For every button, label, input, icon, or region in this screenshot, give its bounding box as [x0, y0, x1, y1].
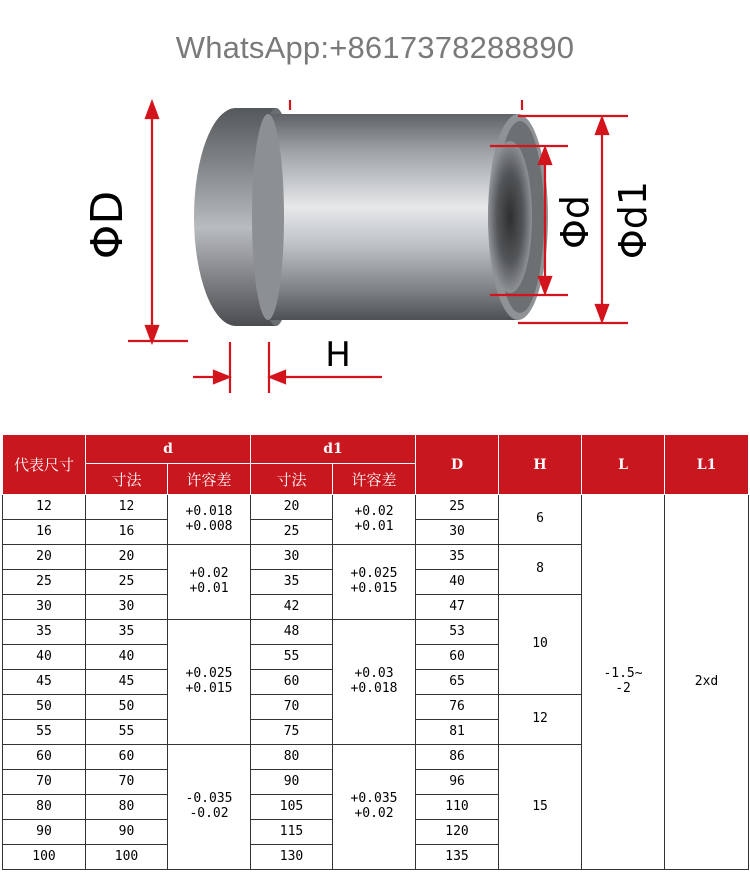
cell-d-size: 80 — [86, 795, 168, 820]
cell-d1-size: 30 — [251, 545, 333, 570]
cell-code: 20 — [3, 545, 86, 570]
cell-code: 90 — [3, 820, 86, 845]
cell-d-size: 35 — [86, 620, 168, 645]
cell-code: 45 — [3, 670, 86, 695]
cell-d1-tolerance: +0.03 +0.018 — [333, 620, 416, 745]
cell-D: 47 — [416, 595, 499, 620]
label-phi-d1: Φd1 — [611, 180, 655, 260]
cell-d1-tolerance: +0.035 +0.02 — [333, 745, 416, 870]
cell-d-size: 16 — [86, 520, 168, 545]
cell-d1-size: 105 — [251, 795, 333, 820]
cell-d1-size: 20 — [251, 495, 333, 520]
cell-D: 40 — [416, 570, 499, 595]
cell-code: 35 — [3, 620, 86, 645]
cell-H: 10 — [499, 595, 582, 695]
cell-d1-size: 48 — [251, 620, 333, 645]
cell-d1-size: 70 — [251, 695, 333, 720]
cell-d-tolerance: +0.025 +0.015 — [168, 620, 251, 745]
cell-d-size: 100 — [86, 845, 168, 870]
cell-H: 12 — [499, 695, 582, 745]
header-d-tolerance: 许容差 — [168, 464, 251, 495]
cell-D: 76 — [416, 695, 499, 720]
cell-d-tolerance: +0.02 +0.01 — [168, 545, 251, 620]
cell-D: 120 — [416, 820, 499, 845]
cell-d1-size: 25 — [251, 520, 333, 545]
spec-table — [2, 434, 749, 870]
header-d: d — [86, 435, 251, 464]
cell-code: 40 — [3, 645, 86, 670]
cell-d-size: 60 — [86, 745, 168, 770]
cell-D: 25 — [416, 495, 499, 520]
header-D: D — [416, 435, 499, 495]
cell-D: 86 — [416, 745, 499, 770]
cell-d1-size: 75 — [251, 720, 333, 745]
cell-d-size: 90 — [86, 820, 168, 845]
bushing-diagram — [0, 80, 750, 400]
label-H: H — [325, 335, 351, 375]
cell-d-size: 70 — [86, 770, 168, 795]
header-d1-tolerance: 许容差 — [333, 464, 416, 495]
header-d-size: 寸法 — [86, 464, 168, 495]
cell-code: 60 — [3, 745, 86, 770]
cell-d1-size: 35 — [251, 570, 333, 595]
cell-d-size: 45 — [86, 670, 168, 695]
cell-d1-size: 90 — [251, 770, 333, 795]
header-code: 代表尺寸 — [3, 435, 86, 495]
cell-d-size: 50 — [86, 695, 168, 720]
cell-L: -1.5~ -2 — [582, 495, 665, 870]
label-phi-D: ΦD — [82, 190, 133, 260]
cell-code: 30 — [3, 595, 86, 620]
cell-H: 15 — [499, 745, 582, 870]
cell-D: 96 — [416, 770, 499, 795]
cell-code: 100 — [3, 845, 86, 870]
cell-d-tolerance: +0.018 +0.008 — [168, 495, 251, 545]
cell-d1-size: 60 — [251, 670, 333, 695]
cell-d1-size: 115 — [251, 820, 333, 845]
cell-d-tolerance: -0.035 -0.02 — [168, 745, 251, 870]
cell-d-size: 25 — [86, 570, 168, 595]
cell-d1-size: 80 — [251, 745, 333, 770]
cell-d-size: 55 — [86, 720, 168, 745]
header-H: H — [499, 435, 582, 495]
cell-D: 81 — [416, 720, 499, 745]
cell-d-size: 12 — [86, 495, 168, 520]
cell-D: 35 — [416, 545, 499, 570]
header-L1: L1 — [665, 435, 749, 495]
cell-code: 12 — [3, 495, 86, 520]
cell-code: 80 — [3, 795, 86, 820]
whatsapp-watermark: WhatsApp:+8617378288890 — [175, 30, 575, 65]
cell-code: 16 — [3, 520, 86, 545]
cell-D: 110 — [416, 795, 499, 820]
header-d1-size: 寸法 — [251, 464, 333, 495]
cell-d1-size: 55 — [251, 645, 333, 670]
cell-code: 25 — [3, 570, 86, 595]
cell-d-size: 30 — [86, 595, 168, 620]
cell-D: 53 — [416, 620, 499, 645]
cell-L1: 2xd — [665, 495, 749, 870]
cell-code: 55 — [3, 720, 86, 745]
header-L: L — [582, 435, 665, 495]
cell-D: 135 — [416, 845, 499, 870]
cell-D: 65 — [416, 670, 499, 695]
cell-d1-size: 42 — [251, 595, 333, 620]
cell-d-size: 20 — [86, 545, 168, 570]
cell-code: 70 — [3, 770, 86, 795]
cell-d1-size: 130 — [251, 845, 333, 870]
cell-d-size: 40 — [86, 645, 168, 670]
cell-d1-tolerance: +0.025 +0.015 — [333, 545, 416, 620]
cell-d1-tolerance: +0.02 +0.01 — [333, 495, 416, 545]
header-d1: d1 — [251, 435, 416, 464]
label-phi-d: Φd — [553, 194, 597, 250]
cell-D: 30 — [416, 520, 499, 545]
cell-D: 60 — [416, 645, 499, 670]
bushing-bore — [488, 141, 532, 293]
cell-H: 8 — [499, 545, 582, 595]
table-row — [3, 495, 749, 520]
cell-code: 50 — [3, 695, 86, 720]
cell-H: 6 — [499, 495, 582, 545]
